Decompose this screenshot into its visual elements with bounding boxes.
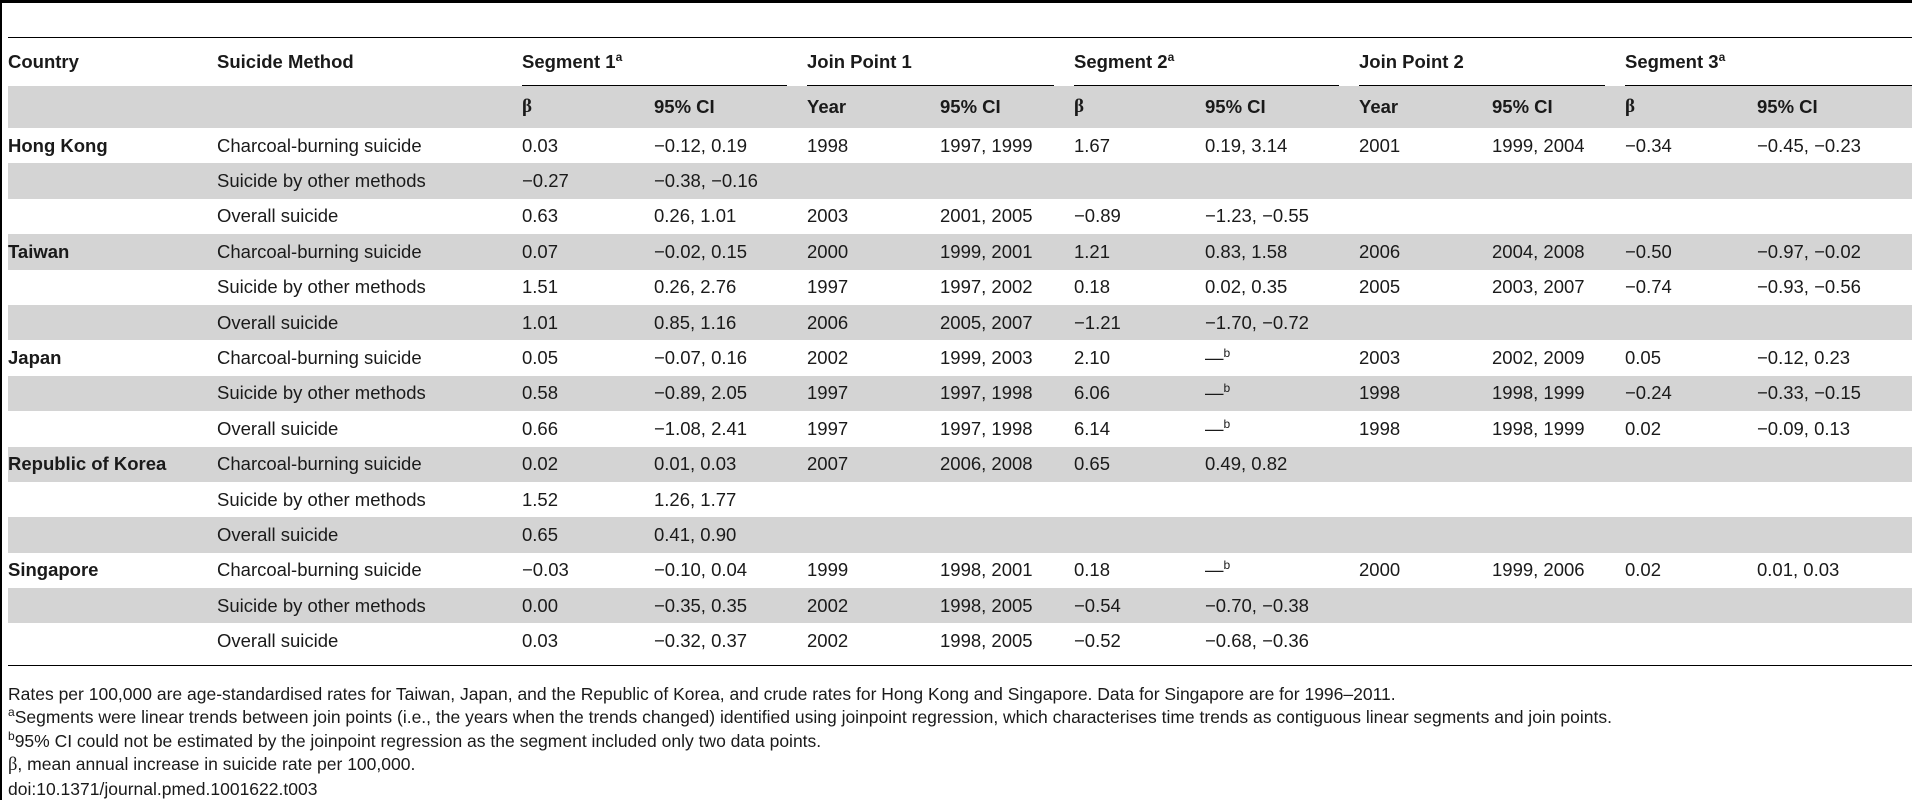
cell-value <box>1757 517 1912 552</box>
cell-value: 2006 <box>807 305 940 340</box>
cell-value <box>1492 163 1625 198</box>
cell-value: −0.12, 0.23 <box>1757 347 1851 369</box>
cell-value: −0.93, −0.56 <box>1757 276 1861 298</box>
subheader-ci: 95% CI <box>1205 86 1359 128</box>
cell-value: —$^b$ <box>1205 416 1231 439</box>
cell-value: 2006 <box>1359 234 1492 269</box>
cell-value <box>1359 447 1492 482</box>
cell-value <box>1757 199 1912 234</box>
cell-method: Suicide by other methods <box>217 376 522 411</box>
header-country: Country <box>8 51 79 72</box>
table-row <box>8 517 1912 552</box>
cell-value: 1999 <box>807 559 849 581</box>
cell-country <box>8 588 217 623</box>
cell-value <box>1625 482 1757 517</box>
subheader-beta: β <box>1074 86 1205 128</box>
cell-country: Singapore <box>8 559 99 581</box>
table-row <box>8 623 1912 658</box>
top-rule <box>0 0 1912 3</box>
table-row <box>8 199 1912 234</box>
cell-value: 1998, 2005 <box>940 588 1074 623</box>
table-footnotes <box>8 683 1898 801</box>
cell-value: −1.23, −0.55 <box>1205 205 1309 227</box>
cell-value <box>807 517 940 552</box>
cell-value: −0.70, −0.38 <box>1205 588 1359 623</box>
cell-value: 1999, 2004 <box>1492 134 1585 156</box>
cell-country <box>8 305 217 340</box>
cell-value <box>1757 163 1912 198</box>
cell-value: 1.01 <box>522 305 654 340</box>
cell-method: Charcoal-burning suicide <box>217 447 522 482</box>
cell-value: 1998, 2005 <box>940 630 1033 652</box>
cell-value <box>940 517 1074 552</box>
cell-value <box>940 482 1074 517</box>
cell-value <box>1492 623 1625 658</box>
footnote-b: $^b$95% CI could not be estimated by the joinpoint regression as the segment included only two data points. <box>8 728 822 751</box>
cell-value: 0.02 <box>1625 417 1662 439</box>
cell-value: 1997, 1998 <box>940 376 1074 411</box>
header-segment-2: Segment 2$^a$ <box>1074 38 1359 86</box>
cell-value: 2005, 2007 <box>940 305 1074 340</box>
cell-value <box>1625 305 1757 340</box>
cell-value <box>1757 482 1912 517</box>
cell-value: —$^b$ <box>1205 558 1231 581</box>
cell-value: 2005 <box>1359 276 1401 298</box>
cell-method: Charcoal-burning suicide <box>217 347 422 369</box>
cell-method: Overall suicide <box>217 517 522 552</box>
cell-value <box>1205 163 1359 198</box>
footnote-beta: β, mean annual increase in suicide rate per 100,000. <box>8 754 416 776</box>
cell-value: −0.45, −0.23 <box>1757 134 1861 156</box>
cell-value: 1997 <box>807 417 849 439</box>
cell-value <box>1205 482 1359 517</box>
cell-value: 0.02 <box>1625 559 1662 581</box>
cell-value: 1998 <box>1359 417 1401 439</box>
cell-value: −0.10, 0.04 <box>654 559 748 581</box>
cell-value: 2007 <box>807 447 940 482</box>
cell-method: Suicide by other methods <box>217 588 522 623</box>
cell-value: 1.52 <box>522 488 559 510</box>
cell-country <box>8 623 217 658</box>
cell-value: 2002 <box>807 588 940 623</box>
table-bottom-rule <box>8 665 1912 666</box>
cell-value <box>1492 588 1625 623</box>
header-segment-3: Segment 3$^a$ <box>1625 38 1912 86</box>
cell-value: −1.70, −0.72 <box>1205 305 1359 340</box>
header-empty <box>217 86 522 128</box>
footnote-marker: b <box>1223 416 1231 431</box>
cell-value: 0.26, 2.76 <box>654 276 737 298</box>
cell-value: 1.67 <box>1074 134 1111 156</box>
cell-value <box>940 163 1074 198</box>
cell-value <box>1359 588 1492 623</box>
subheader-year: Year <box>1359 86 1492 128</box>
cell-value: 0.18 <box>1074 276 1111 298</box>
footnote-marker: a <box>1167 49 1175 64</box>
cell-value: 1997, 1999 <box>940 134 1033 156</box>
footnote-marker: a <box>8 705 15 720</box>
cell-value: 1997 <box>807 276 849 298</box>
cell-country <box>8 270 217 305</box>
cell-value: −0.12, 0.19 <box>654 134 748 156</box>
cell-value: 2002 <box>807 347 849 369</box>
cell-method: Overall suicide <box>217 205 339 227</box>
table-row <box>8 411 1912 446</box>
footnote-marker: b <box>8 728 15 743</box>
cell-value <box>1359 163 1492 198</box>
header-row-groups <box>8 38 1912 86</box>
footnote-marker: b <box>1223 345 1231 360</box>
cell-value: 1.26, 1.77 <box>654 488 737 510</box>
cell-method: Suicide by other methods <box>217 488 426 510</box>
cell-value: −0.38, −0.16 <box>654 163 807 198</box>
subheader-ci: 95% CI <box>654 86 807 128</box>
cell-value: −0.52 <box>1074 630 1121 652</box>
cell-value: −0.27 <box>522 163 654 198</box>
header-method: Suicide Method <box>217 51 354 72</box>
cell-value: −0.54 <box>1074 588 1205 623</box>
cell-value: 1997, 2002 <box>940 276 1033 298</box>
subheader-ci: 95% CI <box>1492 86 1625 128</box>
table-row <box>8 234 1912 269</box>
footnote-marker: a <box>1718 49 1726 64</box>
cell-value: 0.02 <box>522 447 654 482</box>
cell-value: 1998, 1999 <box>1492 376 1625 411</box>
cell-value: −0.09, 0.13 <box>1757 417 1851 439</box>
cell-value: 1998 <box>807 134 849 156</box>
cell-value: 0.02, 0.35 <box>1205 276 1288 298</box>
table-row <box>8 163 1912 198</box>
cell-value: −0.74 <box>1625 276 1672 298</box>
cell-value: 0.65 <box>1074 447 1205 482</box>
cell-country <box>8 411 217 446</box>
cell-value: 1998, 2001 <box>940 559 1033 581</box>
cell-value: −1.08, 2.41 <box>654 417 748 439</box>
cell-value <box>1625 623 1757 658</box>
cell-value: 0.19, 3.14 <box>1205 134 1288 156</box>
cell-method: Overall suicide <box>217 630 339 652</box>
cell-value <box>1625 163 1757 198</box>
cell-value: 6.06 <box>1074 376 1205 411</box>
header-segment-1: Segment 1$^a$ <box>522 38 807 86</box>
cell-value: 2006, 2008 <box>940 447 1074 482</box>
cell-value: 1997 <box>807 376 940 411</box>
cell-value: −0.02, 0.15 <box>654 234 807 269</box>
cell-value <box>1757 588 1912 623</box>
table-row <box>8 482 1912 517</box>
cell-value: −0.34 <box>1625 134 1672 156</box>
results-table <box>8 38 1912 659</box>
cell-value: −0.32, 0.37 <box>654 630 748 652</box>
cell-value: 0.03 <box>522 134 559 156</box>
cell-value: 0.63 <box>522 205 559 227</box>
cell-value: 0.66 <box>522 417 559 439</box>
cell-value: 2001 <box>1359 134 1401 156</box>
cell-value: 0.07 <box>522 234 654 269</box>
cell-value: −0.68, −0.36 <box>1205 630 1309 652</box>
footnote-marker: b <box>1223 558 1231 573</box>
cell-value <box>1359 199 1492 234</box>
cell-value <box>807 482 940 517</box>
cell-value: 6.14 <box>1074 417 1111 439</box>
cell-value: 0.41, 0.90 <box>654 517 807 552</box>
cell-method: Charcoal-burning suicide <box>217 234 522 269</box>
cell-value: 0.85, 1.16 <box>654 305 807 340</box>
cell-value <box>1757 447 1912 482</box>
table-row <box>8 447 1912 482</box>
header-empty <box>8 86 217 128</box>
cell-country <box>8 482 217 517</box>
cell-value: 0.00 <box>522 588 654 623</box>
cell-country: Hong Kong <box>8 134 108 156</box>
subheader-year: Year <box>807 86 940 128</box>
footnote-a: $^a$Segments were linear trends between join points (i.e., the years when the trends changed) identified using joinpoint regression, which characterises time trends as contiguous linear segments and join points. <box>8 705 1612 728</box>
cell-method: Charcoal-burning suicide <box>217 559 422 581</box>
cell-value <box>807 163 940 198</box>
subheader-ci: 95% CI <box>940 86 1074 128</box>
cell-value: 2003 <box>1359 347 1401 369</box>
cell-value: 2004, 2008 <box>1492 234 1625 269</box>
cell-value: 0.01, 0.03 <box>1757 559 1840 581</box>
cell-value: 0.05 <box>522 347 559 369</box>
table-row <box>8 340 1912 375</box>
cell-value: 2.10 <box>1074 347 1111 369</box>
doi-link[interactable]: doi:10.1371/journal.pmed.1001622.t003 <box>8 778 318 799</box>
cell-value: 1999, 2003 <box>940 347 1033 369</box>
cell-value: 2002 <box>807 630 849 652</box>
table-row <box>8 376 1912 411</box>
header-join-point-2: Join Point 2 <box>1359 38 1625 86</box>
cell-value <box>1757 623 1912 658</box>
cell-value <box>1492 517 1625 552</box>
cell-value <box>1625 517 1757 552</box>
cell-value <box>1359 305 1492 340</box>
table-row <box>8 270 1912 305</box>
cell-value: −0.89 <box>1074 205 1121 227</box>
cell-value: 1999, 2006 <box>1492 559 1585 581</box>
cell-value: −0.07, 0.16 <box>654 347 748 369</box>
cell-value <box>1492 199 1625 234</box>
table-body <box>8 128 1912 659</box>
cell-method: Overall suicide <box>217 305 522 340</box>
cell-value: −0.89, 2.05 <box>654 376 807 411</box>
cell-value: 0.03 <box>522 630 559 652</box>
cell-value <box>1492 482 1625 517</box>
cell-value: 1998, 1999 <box>1492 417 1585 439</box>
cell-value <box>1074 163 1205 198</box>
header-join-point-1: Join Point 1 <box>807 38 1074 86</box>
cell-value: −0.33, −0.15 <box>1757 376 1912 411</box>
cell-value <box>1492 447 1625 482</box>
cell-value: 0.18 <box>1074 559 1111 581</box>
cell-value <box>1359 517 1492 552</box>
cell-value: 2000 <box>1359 559 1401 581</box>
cell-value <box>1359 482 1492 517</box>
cell-country: Republic of Korea <box>8 447 217 482</box>
cell-country: Taiwan <box>8 234 217 269</box>
cell-value: 0.01, 0.03 <box>654 447 807 482</box>
cell-value <box>1625 199 1757 234</box>
cell-value: 0.26, 1.01 <box>654 205 737 227</box>
cell-value: 2003, 2007 <box>1492 276 1585 298</box>
cell-value: 1998 <box>1359 376 1492 411</box>
cell-value: −1.21 <box>1074 305 1205 340</box>
cell-value <box>1492 305 1625 340</box>
cell-value <box>1625 588 1757 623</box>
cell-value: 1.51 <box>522 276 559 298</box>
cell-value: 2002, 2009 <box>1492 347 1585 369</box>
cell-value: −0.24 <box>1625 376 1757 411</box>
table-row <box>8 588 1912 623</box>
table-row <box>8 553 1912 588</box>
cell-value <box>1359 623 1492 658</box>
header-row-subcolumns <box>8 86 1912 128</box>
cell-country <box>8 163 217 198</box>
cell-value: 2001, 2005 <box>940 205 1033 227</box>
subheader-beta: β <box>522 86 654 128</box>
table-row <box>8 128 1912 163</box>
footnote-marker: b <box>1223 381 1231 396</box>
cell-value: 0.05 <box>1625 347 1662 369</box>
cell-country <box>8 376 217 411</box>
cell-country: Japan <box>8 347 62 369</box>
cell-method: Suicide by other methods <box>217 163 522 198</box>
cell-value: 1999, 2001 <box>940 234 1074 269</box>
cell-value: −0.35, 0.35 <box>654 588 807 623</box>
subheader-ci: 95% CI <box>1757 86 1912 128</box>
cell-value: −0.03 <box>522 559 569 581</box>
cell-value <box>1757 305 1912 340</box>
cell-value: 2003 <box>807 205 849 227</box>
cell-value <box>1205 517 1359 552</box>
table-row <box>8 305 1912 340</box>
cell-value: 0.65 <box>522 517 654 552</box>
cell-value: —$^b$ <box>1205 345 1231 369</box>
cell-value: 0.83, 1.58 <box>1205 234 1359 269</box>
cell-value: 1997, 1998 <box>940 417 1033 439</box>
cell-value: 0.58 <box>522 376 654 411</box>
cell-method: Overall suicide <box>217 417 339 439</box>
cell-value <box>1625 447 1757 482</box>
footnote-marker: a <box>615 49 623 64</box>
cell-value: 2000 <box>807 234 940 269</box>
cell-method: Charcoal-burning suicide <box>217 134 422 156</box>
cell-value <box>1074 517 1205 552</box>
cell-value: —$^b$ <box>1205 376 1359 411</box>
cell-value: −0.97, −0.02 <box>1757 234 1912 269</box>
cell-value: 0.49, 0.82 <box>1205 447 1359 482</box>
cell-country <box>8 199 217 234</box>
cell-method: Suicide by other methods <box>217 276 426 298</box>
footnote-rates: Rates per 100,000 are age-standardised rates for Taiwan, Japan, and the Republic of Korea, and crude rates for Hong Kong and Singapore. Data for Singapore are for 1996–2011. <box>8 684 1396 704</box>
cell-value: 1.21 <box>1074 234 1205 269</box>
cell-value <box>1074 482 1205 517</box>
subheader-beta: β <box>1625 86 1757 128</box>
cell-value: −0.50 <box>1625 234 1757 269</box>
cell-country <box>8 517 217 552</box>
